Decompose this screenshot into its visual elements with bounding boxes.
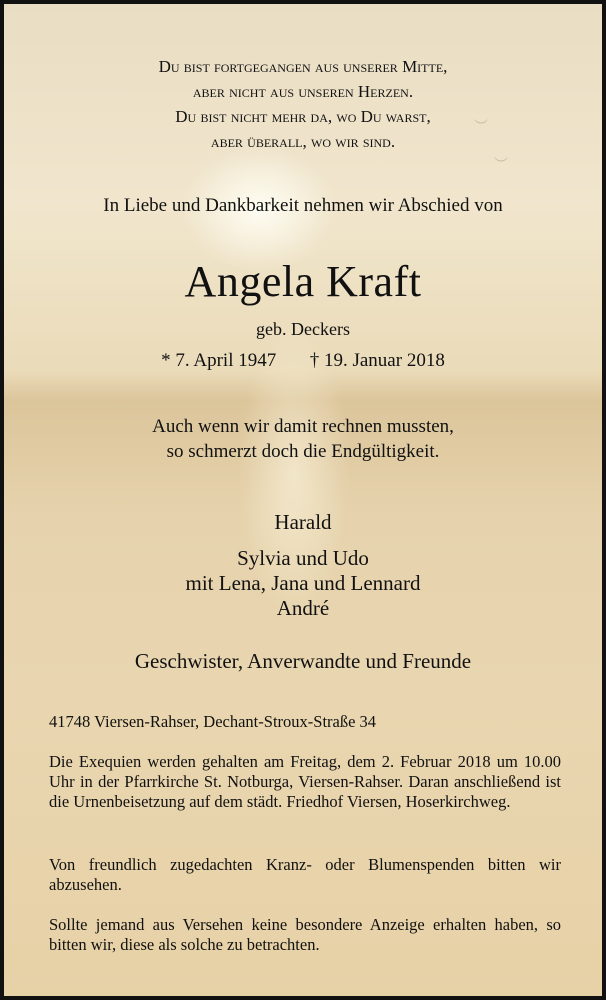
notice-note: Sollte jemand aus Versehen keine besondere Anzeige erhalten haben, so bitten wir, diese als solche zu betrachten. bbox=[49, 915, 561, 954]
quote-line: so schmerzt doch die Endgültigkeit. bbox=[166, 441, 440, 462]
bird-decoration: ︶ bbox=[494, 158, 508, 173]
mourner: Sylvia und Udo bbox=[237, 546, 369, 570]
birth-date: * 7. April 1947 bbox=[161, 350, 277, 371]
flowers-note: Von freundlich zugedachten Kranz- oder Blumenspenden bitten wir abzusehen. bbox=[49, 855, 561, 894]
intro-text: In Liebe und Dankbarkeit nehmen wir Abschied von bbox=[103, 195, 503, 216]
poem-line: Du bist nicht mehr da, wo Du warst, bbox=[175, 107, 431, 126]
bird-decoration: ︶ bbox=[474, 120, 488, 135]
quote bbox=[4, 414, 602, 464]
mourner: Geschwister, Anverwandte und Freunde bbox=[134, 649, 472, 673]
poem-line: aber überall, wo wir sind. bbox=[210, 132, 396, 151]
mourner: André bbox=[276, 596, 330, 620]
quote-line: Auch wenn wir damit rechnen mussten, bbox=[152, 416, 454, 437]
poem bbox=[4, 54, 602, 154]
address: 41748 Viersen-Rahser, Dechant-Stroux-Straße 34 bbox=[49, 712, 377, 731]
death-date: † 19. Januar 2018 bbox=[309, 350, 445, 371]
poem-line: Du bist fortgegangen aus unserer Mitte, bbox=[158, 57, 448, 76]
mourners-group bbox=[4, 546, 602, 621]
funeral-details: Die Exequien werden gehalten am Freitag, dem 2. Februar 2018 um 10.00 Uhr in der Pfarrkirche St. Notburga, Viersen-Rahser. Daran anschließend ist die Urnenbeisetzung auf dem städt. Friedhof Viersen, Hoserkirchweg. bbox=[49, 752, 561, 811]
life-dates bbox=[4, 350, 602, 372]
poem-line: aber nicht aus unseren Herzen. bbox=[192, 82, 414, 101]
mourner: mit Lena, Jana und Lennard bbox=[185, 571, 421, 595]
birth-name: geb. Deckers bbox=[256, 319, 350, 339]
mourner: Harald bbox=[274, 510, 332, 534]
deceased-name: Angela Kraft bbox=[184, 257, 422, 306]
